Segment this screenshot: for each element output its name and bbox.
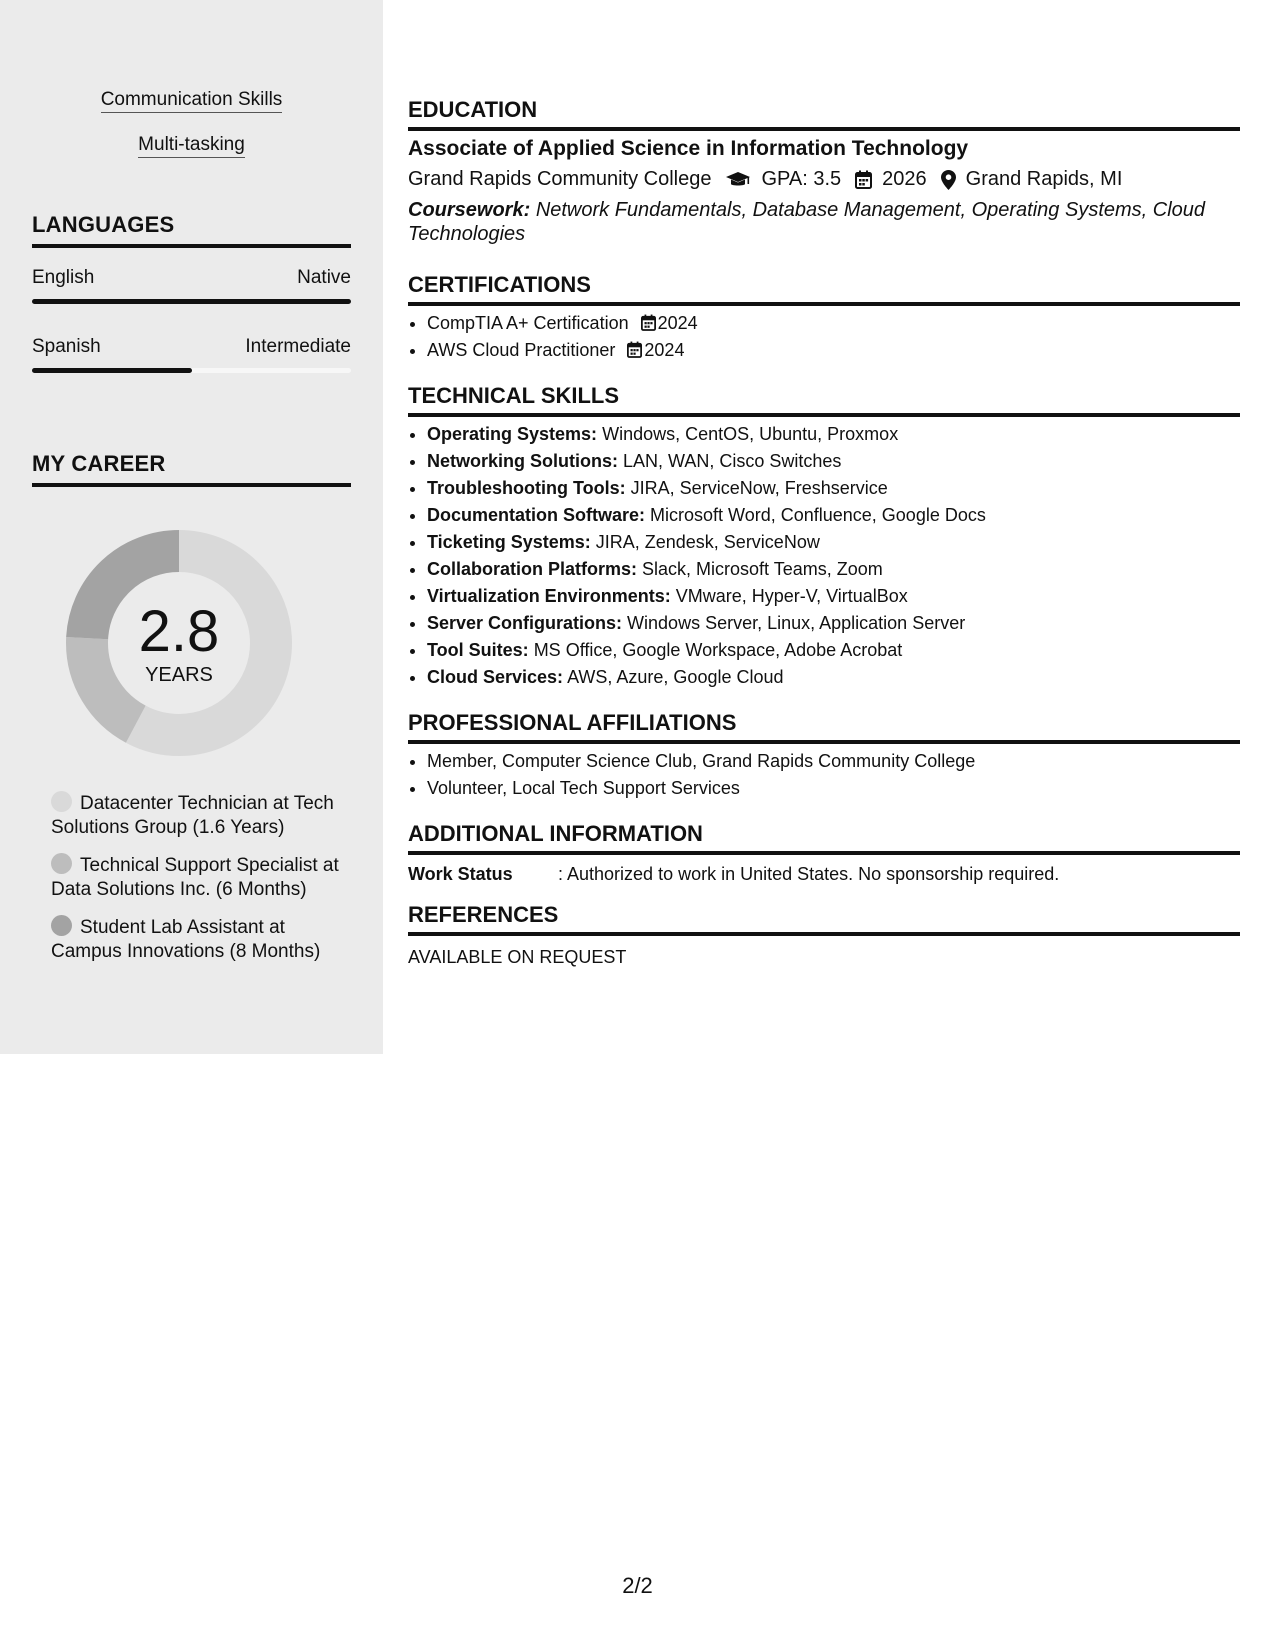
additional-info-heading: ADDITIONAL INFORMATION [408, 821, 1240, 855]
list-item: • Operating Systems: Windows, CentOS, Ubuntu, Proxmox [427, 421, 1237, 448]
work-status-label: Work Status [408, 864, 513, 884]
language-level: Native [297, 267, 351, 288]
language-name: Spanish [32, 336, 101, 357]
technical-skills-heading: TECHNICAL SKILLS [408, 383, 1240, 417]
list-item: • Member, Computer Science Club, Grand Rapids Community College [427, 748, 1237, 775]
list-item: • Troubleshooting Tools: JIRA, ServiceNow, Freshservice [427, 475, 1237, 502]
references-text: AVAILABLE ON REQUEST [408, 947, 627, 967]
certifications-list [408, 310, 1237, 364]
references-heading: REFERENCES [408, 902, 1240, 936]
language-bar-english [32, 299, 351, 304]
languages-heading: LANGUAGES [32, 212, 351, 248]
career-total-value: 2.8 [138, 599, 220, 664]
coursework-label: Coursework: [408, 199, 531, 221]
legend-dot [51, 915, 72, 936]
map-pin-icon [941, 170, 956, 190]
work-status-value: : Authorized to work in United States. No sponsorship required. [558, 864, 1060, 884]
list-item: • Documentation Software: Microsoft Word, Confluence, Google Docs [427, 502, 1237, 529]
legend-dot [51, 791, 72, 812]
list-item: • Collaboration Platforms: Slack, Microsoft Teams, Zoom [427, 556, 1237, 583]
education-year: 2026 [882, 168, 927, 190]
calendar-icon [855, 170, 872, 189]
education-school: Grand Rapids Community College [408, 168, 712, 190]
page-number: 2/2 [622, 1573, 653, 1598]
language-level: Intermediate [245, 336, 351, 357]
list-item: • Cloud Services: AWS, Azure, Google Cloud [427, 664, 1237, 691]
education-details [408, 168, 1122, 191]
list-item: • Virtualization Environments: VMware, Hyper-V, VirtualBox [427, 583, 1237, 610]
education-degree: Associate of Applied Science in Information Technology [408, 137, 969, 160]
language-bar-fill [32, 368, 192, 373]
legend-dot [51, 853, 72, 874]
affiliations-heading: PROFESSIONAL AFFILIATIONS [408, 710, 1240, 744]
education-heading: EDUCATION [408, 97, 1240, 131]
language-name: English [32, 267, 95, 288]
list-item: • Tool Suites: MS Office, Google Workspace, Adobe Acrobat [427, 637, 1237, 664]
career-item: Student Lab Assistant at Campus Innovations (8 Months) [51, 917, 321, 962]
education-coursework [408, 198, 1240, 246]
skill-communication: Communication Skills [0, 89, 383, 111]
graduation-cap-icon [725, 171, 751, 189]
career-total-unit: YEARS [145, 664, 213, 686]
career-item: Technical Support Specialist at Data Solutions Inc. (6 Months) [51, 855, 339, 900]
list-item: • Server Configurations: Windows Server, Linux, Application Server [427, 610, 1237, 637]
language-bar-fill [32, 299, 351, 304]
list-item: • Ticketing Systems: JIRA, Zendesk, ServiceNow [427, 529, 1237, 556]
list-item: • Networking Solutions: LAN, WAN, Cisco Switches [427, 448, 1237, 475]
calendar-icon [641, 314, 656, 331]
list-item: • Volunteer, Local Tech Support Services [427, 775, 1237, 802]
language-bar-spanish [32, 368, 351, 373]
list-item: • CompTIA A+ Certification 2024 [427, 310, 1237, 337]
calendar-icon [627, 341, 642, 358]
certifications-heading: CERTIFICATIONS [408, 272, 1240, 306]
skill-multitasking: Multi-tasking [0, 134, 383, 156]
education-location: Grand Rapids, MI [965, 168, 1123, 190]
language-row-spanish [32, 336, 351, 358]
coursework-text: Network Fundamentals, Database Management, Operating Systems, Cloud Technologies [408, 199, 1206, 245]
affiliations-list [408, 748, 1237, 802]
list-item: • AWS Cloud Practitioner 2024 [427, 337, 1237, 364]
language-row-english [32, 267, 351, 289]
career-heading: MY CAREER [32, 451, 351, 487]
career-item: Datacenter Technician at Tech Solutions Group (1.6 Years) [51, 793, 334, 838]
technical-skills-list [408, 421, 1237, 691]
work-status-row [408, 864, 1059, 885]
education-gpa: GPA: 3.5 [761, 168, 842, 190]
